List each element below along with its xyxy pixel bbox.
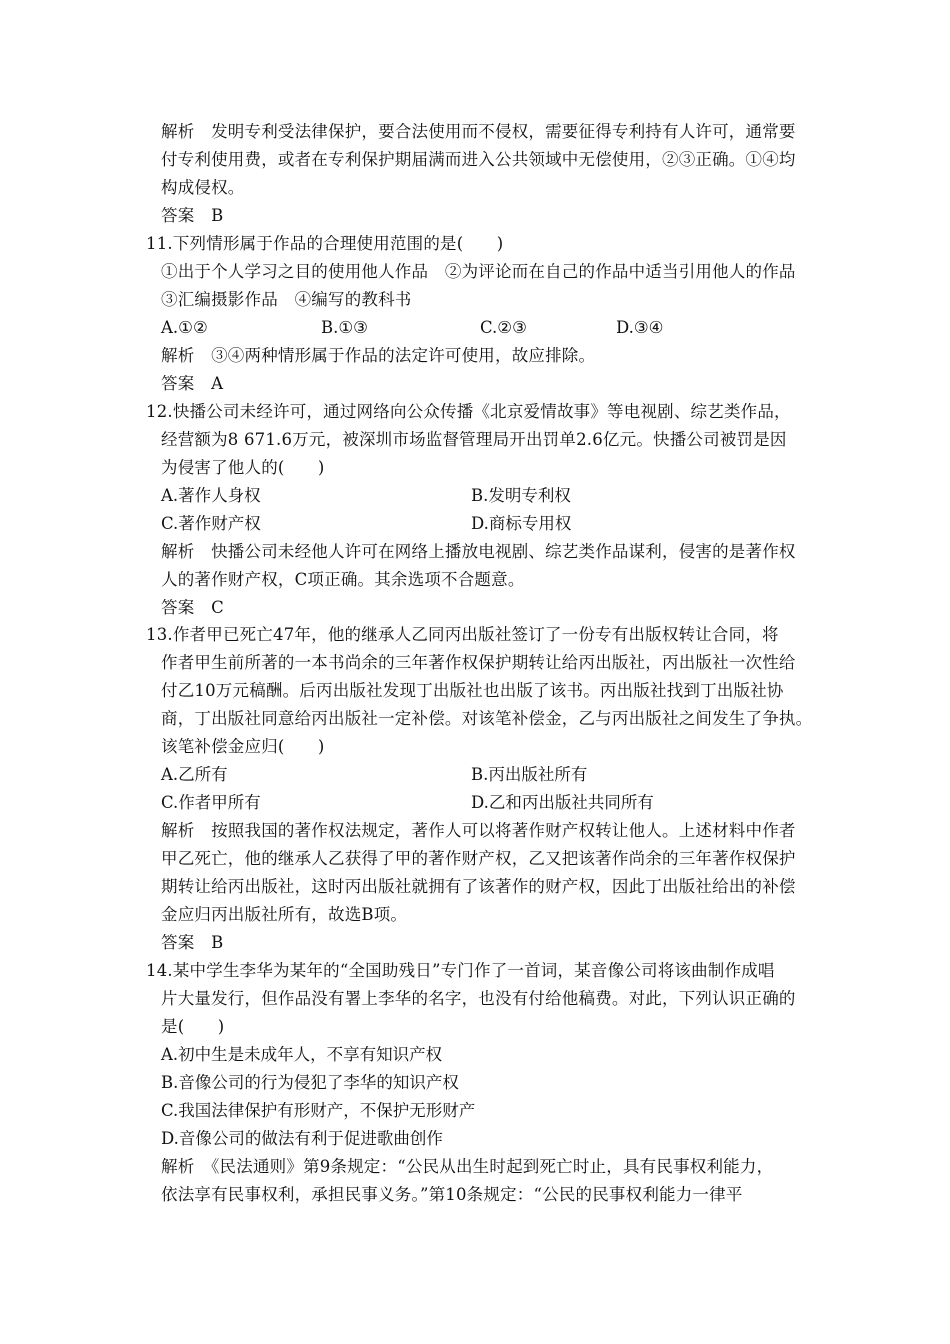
q12-option-c: C.著作财产权 (161, 514, 261, 533)
q13-answer: 答案 B (161, 933, 224, 952)
q13-stem-line-4: 商，丁出版社同意给丙出版社一定补偿。对该笔补偿金，乙与丙出版社之间发生了争执。 (161, 709, 813, 728)
q10-answer: 答案 B (161, 206, 224, 225)
q12-option-a: A.著作人身权 (161, 486, 261, 505)
q14-stem-line-2: 片大量发行，但作品没有署上李华的名字，也没有付给他稿费。对此，下列认识正确的 (161, 989, 796, 1008)
q14-analysis-line-2: 依法享有民事权利，承担民事义务。”第10条规定：“公民的民事权利能力一律平 (161, 1185, 743, 1204)
q10-analysis-line-2: 付专利使用费，或者在专利保护期届满而进入公共领域中无偿使用，②③正确。①④均 (161, 150, 796, 169)
q14-stem-line-3: 是( ) (161, 1017, 225, 1036)
q13-analysis-line-3: 期转让给丙出版社，这时丙出版社就拥有了该著作的财产权，因此丁出版社给出的补偿 (161, 877, 796, 896)
q12-option-d: D.商标专用权 (471, 514, 572, 533)
q10-analysis-line-1: 解析 发明专利受法律保护，要合法使用而不侵权，需要征得专利持有人许可，通常要 (161, 122, 796, 141)
q13-stem-line-1: 13.作者甲已死亡47年，他的继承人乙同丙出版社签订了一份专有出版权转让合同，将 (146, 625, 779, 644)
q14-stem-line-1: 14.某中学生李华为某年的“全国助残日”专门作了一首词，某音像公司将该曲制作成唱 (146, 961, 775, 980)
q12-answer: 答案 C (161, 598, 224, 617)
q11-option-c: C.②③ (480, 318, 527, 337)
q11-option-d: D.③④ (616, 318, 664, 337)
q14-analysis-line-1: 解析 《民法通则》第9条规定：“公民从出生时起到死亡时止，具有民事权利能力， (161, 1157, 774, 1176)
q13-stem-line-2: 作者甲生前所著的一本书尚余的三年著作权保护期转让给丙出版社，丙出版社一次性给 (161, 653, 796, 672)
q11-item-line-1: ①出于个人学习之目的使用他人作品 ②为评论而在自己的作品中适当引用他人的作品 (161, 262, 796, 281)
q13-stem-line-5: 该笔补偿金应归( ) (161, 737, 325, 756)
q14-option-c: C.我国法律保护有形财产，不保护无形财产 (161, 1101, 476, 1120)
q11-analysis: 解析 ③④两种情形属于作品的法定许可使用，故应排除。 (161, 346, 596, 365)
q11-answer: 答案 A (161, 374, 224, 393)
q13-option-d: D.乙和丙出版社共同所有 (471, 793, 654, 812)
q11-option-a: A.①② (161, 318, 208, 337)
q14-option-d: D.音像公司的做法有利于促进歌曲创作 (161, 1129, 443, 1148)
q13-stem-line-3: 付乙10万元稿酬。后丙出版社发现丁出版社也出版了该书。丙出版社找到丁出版社协 (161, 681, 784, 700)
q11-option-b: B.①③ (321, 318, 368, 337)
q10-analysis-line-3: 构成侵权。 (161, 178, 245, 197)
q13-option-a: A.乙所有 (161, 765, 228, 784)
q12-stem-line-2: 经营额为8 671.6万元，被深圳市场监督管理局开出罚单2.6亿元。快播公司被罚是因 (161, 430, 787, 449)
q13-option-c: C.作者甲所有 (161, 793, 261, 812)
q13-analysis-line-1: 解析 按照我国的著作权法规定，著作人可以将著作财产权转让他人。上述材料中作者 (161, 821, 796, 840)
q14-option-b: B.音像公司的行为侵犯了李华的知识产权 (161, 1073, 459, 1092)
q12-option-b: B.发明专利权 (471, 486, 571, 505)
q13-analysis-line-4: 金应归丙出版社所有，故选B项。 (161, 905, 408, 924)
q11-item-line-2: ③汇编摄影作品 ④编写的教科书 (161, 290, 412, 309)
q12-analysis-line-1: 解析 快播公司未经他人许可在网络上播放电视剧、综艺类作品谋利，侵害的是著作权 (161, 542, 796, 561)
q12-stem-line-3: 为侵害了他人的( ) (161, 458, 325, 477)
q14-option-a: A.初中生是未成年人，不享有知识产权 (161, 1045, 443, 1064)
q13-option-b: B.丙出版社所有 (471, 765, 588, 784)
q13-analysis-line-2: 甲乙死亡，他的继承人乙获得了甲的著作财产权，乙又把该著作尚余的三年著作权保护 (161, 849, 796, 868)
q11-stem: 11.下列情形属于作品的合理使用范围的是( ) (146, 234, 504, 253)
q12-stem-line-1: 12.快播公司未经许可，通过网络向公众传播《北京爱情故事》等电视剧、综艺类作品， (146, 402, 791, 421)
q12-analysis-line-2: 人的著作财产权，C项正确。其余选项不合题意。 (161, 570, 525, 589)
